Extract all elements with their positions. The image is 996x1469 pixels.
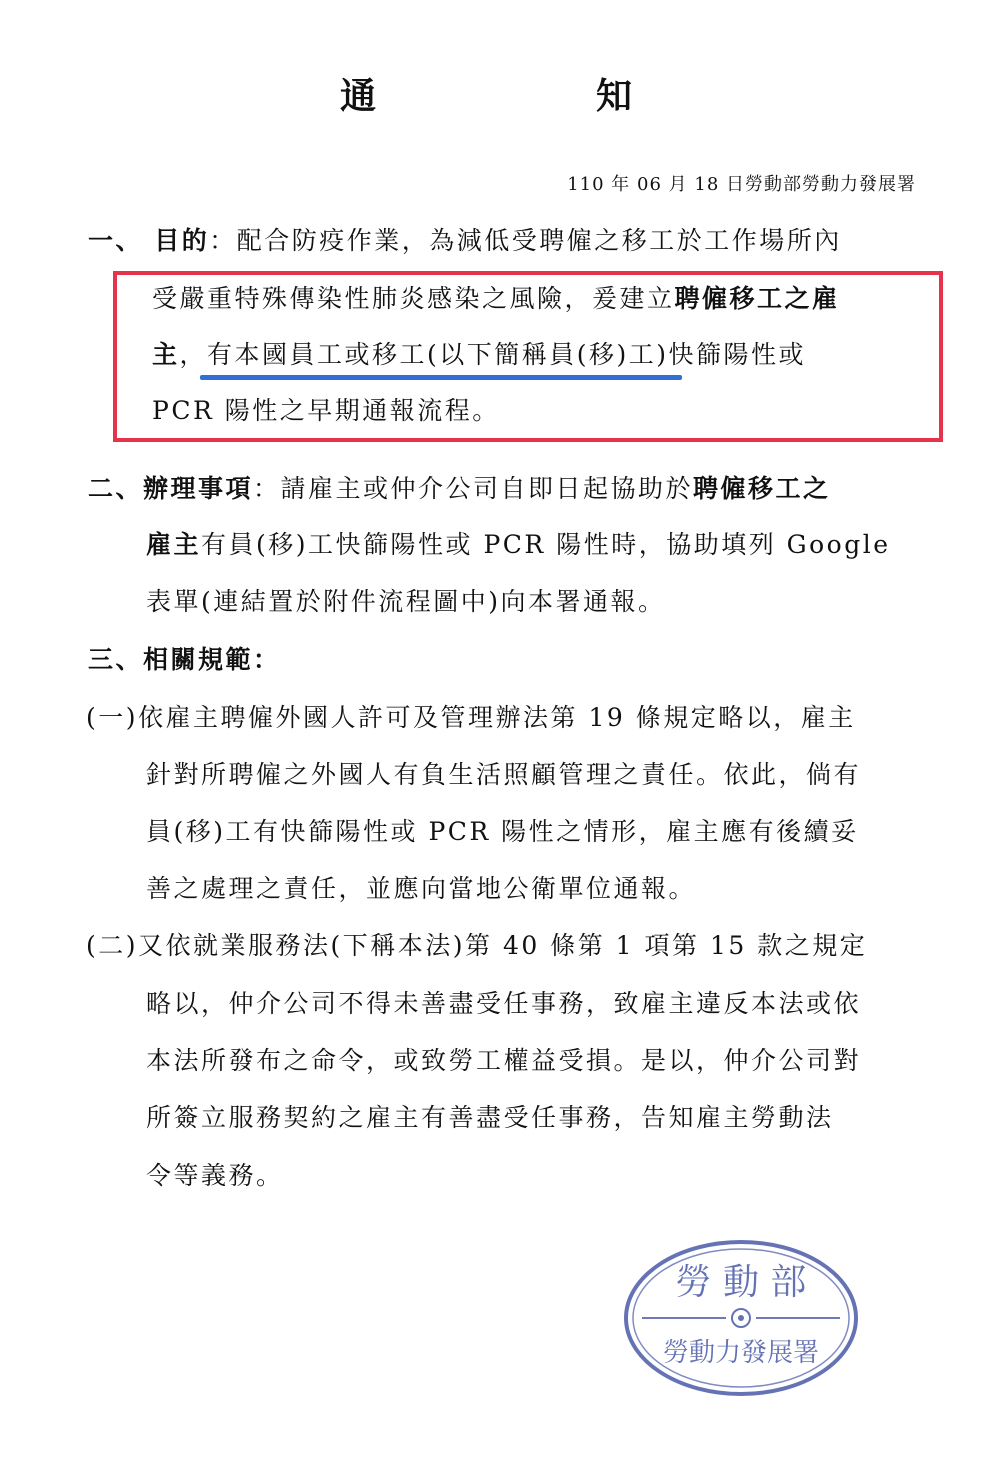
date-issuer: 110 年 06 月 18 日勞動部勞動力發展署 — [567, 174, 916, 195]
section2-line1-bold: 聘僱移工之 — [693, 474, 831, 503]
section1-line3-bold: 主 — [152, 340, 180, 369]
section1-line4: PCR 陽性之早期通報流程。 — [152, 396, 500, 425]
section3-item1-line1: (一)依雇主聘僱外國人許可及管理辦法第 19 條規定略以，雇主 — [86, 703, 856, 732]
official-seal — [622, 1238, 860, 1398]
section3-item2-line3: 本法所發布之命令，或致勞工權益受損。是以，仲介公司對 — [146, 1046, 862, 1075]
section2-line2-text: 有員(移)工快篩陽性或 PCR 陽性時，協助填列 Google — [201, 530, 891, 559]
section1-line2-bold: 聘僱移工之雇 — [674, 284, 840, 313]
section3-item2-line2: 略以，仲介公司不得未善盡受任事務，致雇主違反本法或依 — [146, 989, 862, 1018]
title-char-2: 知 — [596, 75, 633, 117]
section3-item1-line3: 員(移)工有快篩陽性或 PCR 陽性之情形，雇主應有後續妥 — [146, 817, 859, 846]
highlight-underline — [200, 375, 682, 380]
highlight-box — [113, 271, 943, 442]
section3-item1-line4: 善之處理之責任，並應向當地公衛單位通報。 — [146, 874, 697, 903]
section3-item2-line4: 所簽立服務契約之雇主有善盡受任事務，告知雇主勞動法 — [146, 1103, 834, 1132]
section1-heading: 一、 目的 — [88, 226, 210, 255]
section2-line2-bold: 雇主 — [146, 530, 202, 559]
title-char-1: 通 — [340, 75, 377, 117]
seal-bottom-text: 勞動力發展署 — [662, 1338, 820, 1368]
section3-item2-line1: (二)又依就業服務法(下稱本法)第 40 條第 1 項第 15 款之規定 — [86, 931, 868, 960]
section2-line3: 表單(連結置於附件流程圖中)向本署通報。 — [146, 587, 666, 616]
section1-line1-text: ：配合防疫作業，為減低受聘僱之移工於工作場所內 — [209, 226, 842, 255]
section1-line2-text: 受嚴重特殊傳染性肺炎感染之風險，爰建立 — [152, 284, 675, 313]
section2-line1 — [88, 472, 831, 506]
seal-top-text: 勞 動 部 — [675, 1262, 807, 1303]
section3-item2-line5: 令等義務。 — [146, 1161, 284, 1190]
section2-line2 — [146, 528, 891, 562]
section2-heading: 二、辦理事項 — [88, 474, 254, 503]
section1-line1 — [88, 224, 842, 258]
section2-line1-text: ：請雇主或仲介公司自即日起協助於 — [253, 474, 694, 503]
section3-heading: 三、相關規範： — [88, 645, 281, 674]
section1-line3-text: ，有本國員工或移工(以下簡稱員(移)工)快篩陽性或 — [179, 340, 807, 369]
section3-item1-line2: 針對所聘僱之外國人有負生活照顧管理之責任。依此，倘有 — [146, 760, 862, 789]
